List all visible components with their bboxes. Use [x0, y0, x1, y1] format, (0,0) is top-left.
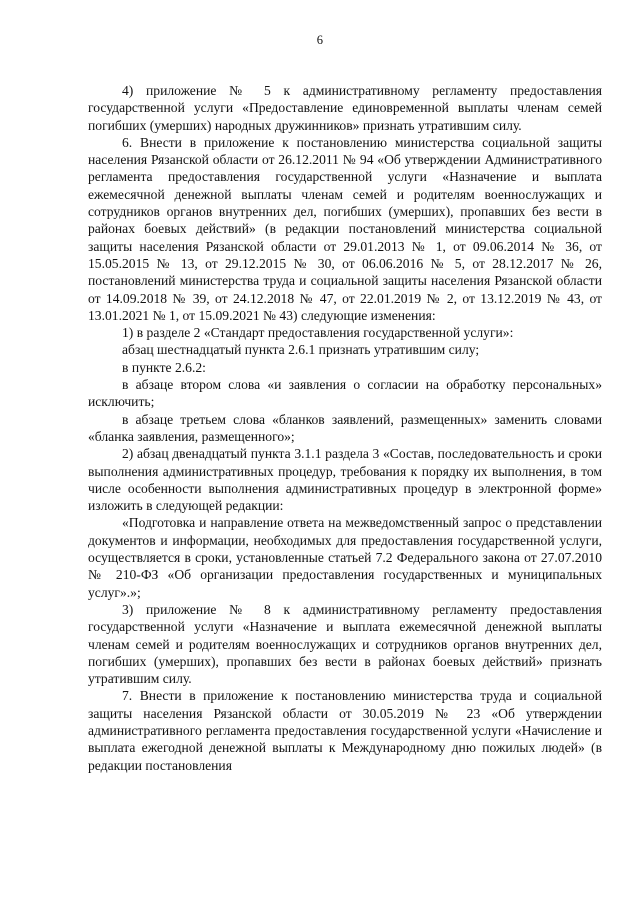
paragraph-section-6: 6. Внести в приложение к постановлению министерства социальной защиты населения Рязанской области от 26.12.2011 № 94 «Об утверждении Административного регламента предоставления государственной услуги «Назначение и выплата ежемесячной денежной выплаты членам семей и родителям военнослужащих и сотрудников органов внутренних дел, погибших (умерших), пропавших без вести в районах боевых действий» (в редакции постановлений министерства социальной защиты населения Рязанской области от 29.01.2013 № 1, от 09.06.2014 № 36, от 15.05.2015 № 13, от 29.12.2015 № 30, от 06.06.2016 № 5, от 28.12.2017 № 26, постановлений министерства труда и социальной защиты населения Рязанской области от 14.09.2018 № 39, от 24.12.2018 № 47, от 22.01.2019 № 2, от 13.12.2019 № 43, от 13.01.2021 № 1, от 15.09.2021 № 43) следующие изменения: — [88, 134, 602, 323]
paragraph-item-1-section-2: 1) в разделе 2 «Стандарт предоставления государственной услуги»: — [122, 325, 514, 341]
document-body — [88, 82, 602, 774]
paragraph-clause-2-6-2: в пункте 2.6.2: — [122, 359, 206, 375]
page-number: 6 — [316, 33, 324, 47]
paragraph-item-2-clause-3-1-1: 2) абзац двенадцатый пункта 3.1.1 раздела 3 «Состав, последовательность и сроки выполнения административных процедур, требования к порядку их выполнения, в том числе особенности выполнения административных процедур в электронной форме» изложить в следующей редакции: — [88, 446, 602, 514]
paragraph-section-7: 7. Внести в приложение к постановлению министерства труда и социальной защиты населения Рязанской области от 30.05.2019 № 23 «Об утверждении административного регламента предоставления государственной услуги «Начисление и выплата ежегодной денежной выплаты к Международному дню пожилых людей» (в редакции постановления — [88, 688, 602, 773]
paragraph-item-3-annex-8: 3) приложение № 8 к административному регламенту предоставления государственной услуги «Назначение и выплата ежемесячной денежной выплаты членам семей и родителям военнослужащих и сотрудников органов внутренних дел, погибших (умерших), пропавших без вести в районах боевых действий» признать утратившим силу. — [88, 601, 602, 687]
paragraph-item-4-annex-5: 4) приложение № 5 к административному регламенту предоставления государственной услуги «Предоставление единовременной выплаты членам семей погибших (умерших) народных дружинников» признать утратившим силу. — [88, 83, 602, 133]
paragraph-third-subclause: в абзаце третьем слова «бланков заявлений, размещенных» заменить словами «бланка заявления, размещенного»; — [88, 411, 602, 444]
paragraph-quoted-text: «Подготовка и направление ответа на межведомственный запрос о представлении документов и информации, необходимых для предоставления государственной услуги, осуществляется в сроки, установленные статьей 7.2 Федерального закона от 27.07.2010 № 210-ФЗ «Об организации предоставления государственных и муниципальных услуг».»; — [88, 515, 602, 600]
paragraph-clause-2-6-1: абзац шестнадцатый пункта 2.6.1 признать утратившим силу; — [122, 342, 480, 358]
paragraph-second-subclause: в абзаце втором слова «и заявления о согласии на обработку персональных» исключить; — [88, 377, 602, 410]
